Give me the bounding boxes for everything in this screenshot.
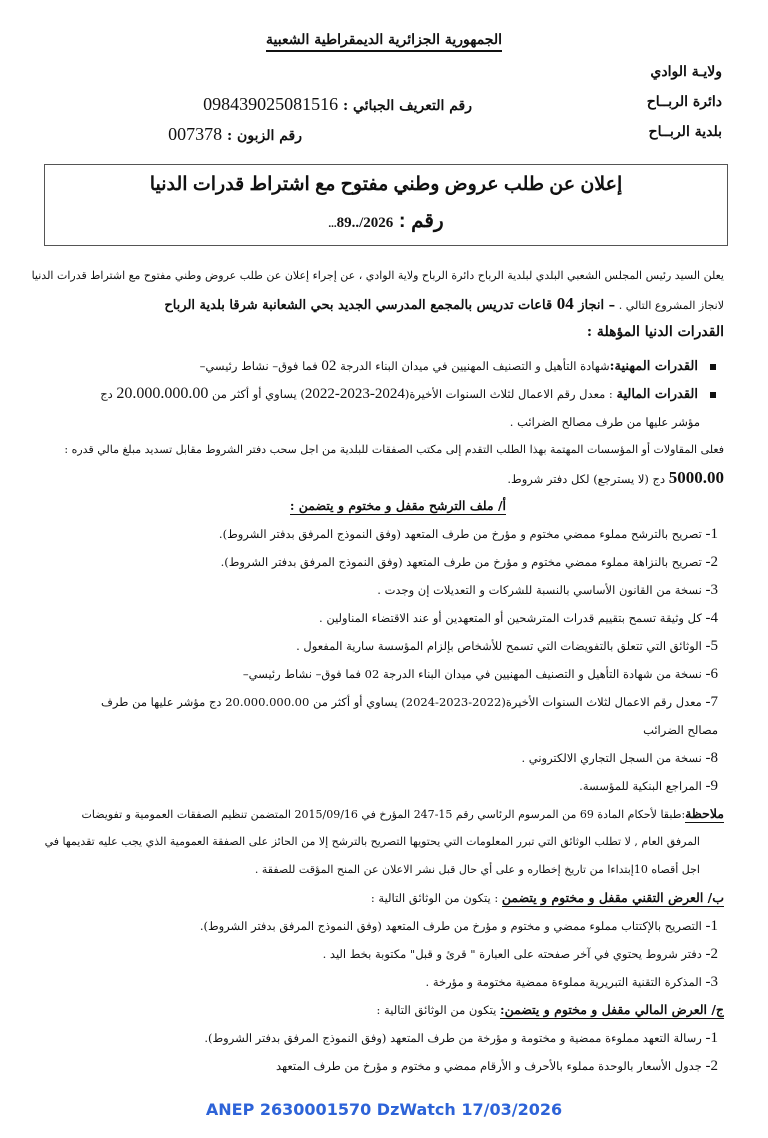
section-c-item-1: 1- رسالة التعهد مملوءة ممضية و مختومة و مؤرخة من طرف المتعهد (وفق النموذج المرفق بدفتر الشروط). xyxy=(204,1030,718,1046)
project-title: – انجاز 04 قاعات تدريس بالمجمع المدرسي الجديد بحي الشعانبة شرقا بلدية الرباح xyxy=(164,294,616,313)
announcement-number-label: رقم : xyxy=(398,210,444,232)
withdrawal-amount: 5000.00 xyxy=(668,468,724,487)
section-a-item-4: 4- كل وثيقة تسمح بتقييم قدرات المترشحين أو المتعهدين أو عند الاقتضاء المناولين . xyxy=(319,610,718,626)
withdrawal-line-1: فعلى المقاولات أو المؤسسات المهتمة بهذا الطلب التقدم إلى مكتب الصفقات للبلدية من اجل سحب دفتر الشروط مقابل تسديد مبلغ مالي قدره : xyxy=(64,443,724,456)
section-b-item-2: 2- دفتر شروط يحتوي في آخر صفحته على العبارة " قرئ و قبل" مكتوبة بخط اليد . xyxy=(322,946,718,962)
tax-id-value: 098439025081516 xyxy=(203,94,339,114)
professional-capacity: القدرات المهنية:شهادة التأهيل و التصنيف المهنيين في ميدان البناء الدرجة 02 فما فوق– نشاط رئيسي– xyxy=(24,352,724,380)
note-line-1: ملاحظة:طبقا لأحكام المادة 69 من المرسوم الرئاسي رقم 15-247 المؤرخ في 2015/09/16 المتضمن تنظيم الصفقات العمومية و تفويضات xyxy=(81,806,724,821)
header-row-commune xyxy=(60,124,722,148)
header-row-daira xyxy=(60,94,722,118)
header-row-wilaya xyxy=(60,64,722,88)
daira-label: دائرة الربــاح xyxy=(646,94,722,110)
section-a-item-1: 1- تصريح بالترشح مملوء ممضي مختوم و مؤرخ من طرف المتعهد (وفق النموذج المرفق بدفتر الشروط). xyxy=(218,526,718,542)
intro-line-2 xyxy=(24,290,724,318)
financial-capacity: القدرات المالية : معدل رقم الاعمال لثلاث السنوات الأخيرة(2022-2023-2024) يساوي أو أكثر من 20.000.000.00 دج xyxy=(24,380,724,408)
announcement-number xyxy=(45,208,727,233)
announcement-title: إعلان عن طلب عروض وطني مفتوح مع اشتراط قدرات الدنيا xyxy=(149,174,623,195)
client-number-label: رقم الزبون : xyxy=(227,128,302,144)
section-a-item-9: 9- المراجع البنكية للمؤسسة. xyxy=(579,778,718,794)
republic-title: الجمهورية الجزائرية الديمقراطية الشعبية xyxy=(266,32,502,52)
withdrawal-line-2: 5000.00 دج (لا يسترجع) لكل دفتر شروط. xyxy=(507,468,724,487)
section-a-item-5: 5- الوثائق التي تتعلق بالتفويضات التي تسمح للأشخاص بإلزام المؤسسة سارية المفعول . xyxy=(296,638,718,654)
tax-id xyxy=(203,94,472,115)
bullet-icon xyxy=(710,364,716,370)
note-label: ملاحظة xyxy=(685,806,724,821)
intro-lead: لانجاز المشروع التالي . xyxy=(618,299,724,312)
bullet-icon xyxy=(710,392,716,398)
section-a-item-7-cont: مصالح الضرائب xyxy=(643,723,718,737)
intro-line-1: يعلن السيد رئيس المجلس الشعبي البلدي لبلدية الرباح دائرة الرباح ولاية الوادي ، عن إجراء إعلان عن طلب عروض وطني مفتوح مع اشتراط قدرات الدنيا xyxy=(31,269,724,282)
section-a-item-8: 8- نسخة من السجل التجاري الالكتروني . xyxy=(521,750,718,766)
section-b-item-3: 3- المذكرة التقنية التبريرية مملوءة ممضية مختومة و مؤرخة . xyxy=(425,974,718,990)
section-a-item-3: 3- نسخة من القانون الأساسي بالنسبة للشركات و التعديلات إن وجدت . xyxy=(377,582,718,598)
section-a-item-7: 7- معدل رقم الاعمال لثلاث السنوات الأخيرة(2022-2023-2024) يساوي أو أكثر من 20.000.000.00 دج مؤشر عليها من طرف xyxy=(101,694,718,710)
commune-label: بلدية الربــاح xyxy=(648,124,722,140)
tax-id-label: رقم التعريف الجبائي : xyxy=(342,98,472,114)
section-a-heading: أ/ ملف الترشح مقفل و مختوم و يتضمن : xyxy=(289,498,506,513)
wilaya-label: ولايـة الوادي xyxy=(650,64,722,80)
source-watermark: ANEP 2630001570 DzWatch 17/03/2026 xyxy=(205,1100,563,1119)
client-number-value: 007378 xyxy=(168,124,223,144)
announcement-title-box xyxy=(44,164,728,246)
note-line-2: المرفق العام , لا تطلب الوثائق التي تبرر المعلومات التي يحتويها التصريح بالترشح إلا من الحائز على الصفقة العمومية الذي يجب عليه تقديمها في xyxy=(44,835,700,848)
client-number xyxy=(168,124,302,145)
section-c-item-2: 2- جدول الأسعار بالوحدة مملوء بالأحرف و الأرقام ممضي و مختوم و مؤرخ من طرف المتعهد xyxy=(276,1058,718,1074)
section-b-heading: ب/ العرض التقني مقفل و مختوم و يتضمن : يتكون من الوثائق التالية : xyxy=(370,890,724,905)
note-line-3: اجل أقصاه 10إبتداءا من تاريخ إخطاره و على أي حال قبل نشر الاعلان عن المنح المؤقت للصفقة . xyxy=(254,863,700,876)
announcement-number-value: ...89../2026 xyxy=(328,215,394,231)
section-c-heading: ج/ العرض المالي مقفل و مختوم و يتضمن: يتكون من الوثائق التالية : xyxy=(376,1002,724,1017)
document-body xyxy=(24,262,724,1080)
section-a-item-6: 6- نسخة من شهادة التأهيل و التصنيف المهنيين في ميدان البناء الدرجة 02 فما فوق– نشاط رئيسي– xyxy=(242,666,718,682)
financial-capacity-cont: مؤشر عليها من طرف مصالح الضرائب . xyxy=(509,415,700,429)
section-b-item-1: 1- التصريح بالإكتتاب مملوء ممضي و مختوم و مؤرخ من طرف المتعهد (وفق النموذج المرفق بدفتر الشروط). xyxy=(199,918,718,934)
section-a-item-2: 2- تصريح بالنزاهة مملوء ممضي مختوم و مؤرخ من طرف المتعهد (وفق النموذج المرفق بدفتر الشروط). xyxy=(220,554,718,570)
min-capacities-heading: القدرات الدنيا المؤهلة : xyxy=(586,324,724,340)
republic-heading xyxy=(0,32,768,48)
